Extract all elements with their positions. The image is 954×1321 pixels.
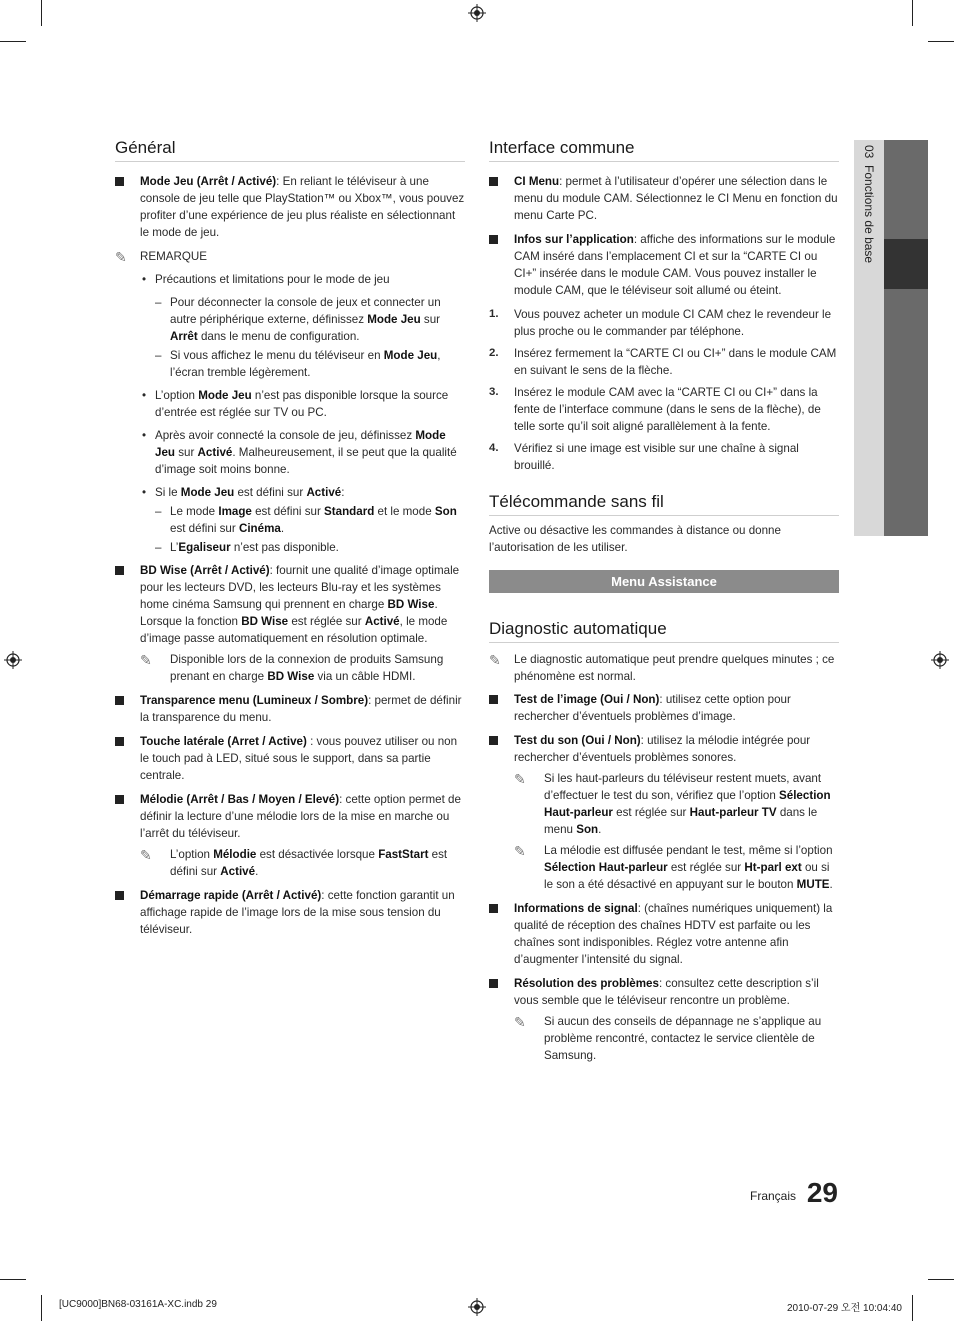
note-remarque: ✎ REMARQUE <box>115 249 207 265</box>
pencil-note-icon: ✎ <box>115 249 127 265</box>
section-title-diagnostic: Diagnostic automatique <box>489 619 839 643</box>
numbered-step: 1. Vous pouvez acheter un module CI CAM chez le revendeur le plus proche ou le commander par téléphone. <box>489 308 832 338</box>
square-bullet-icon <box>489 904 498 913</box>
crop-mark <box>41 0 42 26</box>
square-bullet-icon <box>489 695 498 704</box>
crop-mark <box>928 41 954 42</box>
menu-assistance-banner: Menu Assistance <box>489 570 839 593</box>
crop-mark <box>928 1279 954 1280</box>
crop-mark <box>0 1279 26 1280</box>
note-diagnostic: ✎ Le diagnostic automatique peut prendre quelques minutes ; ce phénomène est normal. <box>489 652 835 683</box>
section-title-interface-commune: Interface commune <box>489 138 839 162</box>
pencil-note-icon: ✎ <box>489 652 501 668</box>
crop-mark <box>912 1295 913 1321</box>
dash-item: – Si vous affichez le menu du téléviseur en Mode Jeu, l’écran tremble légèrement. <box>155 349 441 379</box>
pencil-note-icon: ✎ <box>514 1014 526 1030</box>
chapter-tab-strip <box>884 140 928 536</box>
numbered-step: 4. Vérifiez si une image est visible sur une chaîne à signal brouillé. <box>489 442 799 472</box>
square-bullet-icon <box>489 235 498 244</box>
note-test-son-2: ✎ La mélodie est diffusée pendant le test, même si l’option Sélection Haut-parleur est réglée sur Ht-parl ext ou si le son a été désactivé en appuyant sur le bouton MUTE. <box>514 843 833 891</box>
list-item-informations-signal: Informations de signal: (chaînes numériques uniquement) la qualité de réception des chaînes HDTV est parfaite ou les chaînes sont indisponibles. Réglez votre antenne afin d’augmenter l’intensité du signal. <box>489 900 839 968</box>
crop-mark <box>912 0 913 26</box>
section-title-telecommande: Télécommande sans fil <box>489 492 839 516</box>
bullet-item: • Après avoir connecté la console de jeu, définissez Mode Jeu sur Activé. Malheureusement, il se peut que la qualité d’image soit moins bonne. <box>142 429 457 476</box>
pencil-note-icon: ✎ <box>514 843 526 859</box>
list-item-transparence: Transparence menu (Lumineux / Sombre): permet de définir la transparence du menu. <box>115 692 465 726</box>
square-bullet-icon <box>115 566 124 575</box>
list-item-test-son: Test du son (Oui / Non): utilisez la mélodie intégrée pour rechercher d’éventuels problèmes sonores. <box>489 732 839 766</box>
telecommande-description: Active ou désactive les commandes à distance ou donne l’autorisation de les utiliser. <box>489 524 781 554</box>
footer-language: Français <box>750 1189 797 1203</box>
footer-date: 2010-07-29 오전 10:04:40 <box>787 1303 902 1314</box>
list-item-melodie: Mélodie (Arrêt / Bas / Moyen / Elevé): cette option permet de définir la lecture d’une mélodie lors de la mise en marche ou l’arrêt du téléviseur. <box>115 791 465 842</box>
numbered-step: 2. Insérez fermement la “CARTE CI ou CI+” dans le module CAM en suivant le sens de la flèche. <box>489 347 837 377</box>
square-bullet-icon <box>115 737 124 746</box>
chapter-tab-label: 03 Fonctions de base <box>862 145 876 264</box>
square-bullet-icon <box>115 891 124 900</box>
square-bullet-icon <box>115 177 124 186</box>
list-item-test-image: Test de l’image (Oui / Non): utilisez cette option pour rechercher d’éventuels problèmes d’image. <box>489 691 839 725</box>
list-item-bd-wise: BD Wise (Arrêt / Activé): fournit une qualité d’image optimale pour les lecteurs DVD, les lecteurs Blu-ray et les systèmes home cinéma Samsung qui prennent en charge BD Wise. Lorsque la fonction BD Wise est réglée sur Activé, le mode d’image passe automatiquement en résolution optimale. <box>115 562 465 647</box>
registration-mark-icon <box>931 651 949 669</box>
registration-mark-icon <box>468 1298 486 1316</box>
list-item-ci-menu: CI Menu: permet à l’utilisateur d’opérer une sélection dans le menu du module CAM. Sélectionnez le CI Menu en fonction du menu Carte PC. <box>489 173 839 224</box>
square-bullet-icon <box>115 696 124 705</box>
pencil-note-icon: ✎ <box>140 652 152 668</box>
registration-mark-icon <box>4 651 22 669</box>
registration-mark-icon <box>468 4 486 22</box>
note-melodie: ✎ L’option Mélodie est désactivée lorsque FastStart est défini sur Activé. <box>140 847 448 878</box>
pencil-note-icon: ✎ <box>140 847 152 863</box>
list-item-demarrage-rapide: Démarrage rapide (Arrêt / Activé): cette fonction garantit un affichage rapide de l’image lors de la mise sous tension du téléviseur. <box>115 887 465 938</box>
crop-mark <box>41 1295 42 1321</box>
note-bd-wise: ✎ Disponible lors de la connexion de produits Samsung prenant en charge BD Wise via un câble HDMI. <box>140 652 444 683</box>
square-bullet-icon <box>489 736 498 745</box>
right-column <box>489 138 839 1070</box>
bullet-item: • L’option Mode Jeu n’est pas disponible lorsque la source d’entrée est réglée sur TV ou PC. <box>142 389 449 419</box>
list-item-infos-application: Infos sur l’application: affiche des informations sur le module CAM inséré dans l’emplacement CI et sur la “CARTE CI ou CI+” insérée dans le module CAM. Vous pouvez installer le module CAM, que le téléviseur soit allumé ou éteint. <box>489 231 839 299</box>
dash-item: – L’Egaliseur n’est pas disponible. <box>155 541 339 554</box>
list-item-mode-jeu: Mode Jeu (Arrêt / Activé): En reliant le téléviseur à une console de jeu telle que PlayStation™ ou Xbox™, vous pouvez profiter d’une expérience de jeu plus réaliste en sélectionnant le mode de jeu. <box>115 173 465 241</box>
square-bullet-icon <box>115 795 124 804</box>
list-item-resolution-problemes: Résolution des problèmes: consultez cette description s’il vous semble que le téléviseur rencontre un problème. <box>489 975 839 1009</box>
pencil-note-icon: ✎ <box>514 771 526 787</box>
list-item-touche-laterale: Touche latérale (Arret / Active) : vous pouvez utiliser ou non le touch pad à LED, situé sous le support, dans sa partie centrale. <box>115 733 465 784</box>
dash-item: – Le mode Image est défini sur Standard et le mode Son est défini sur Cinéma. <box>155 505 457 535</box>
square-bullet-icon <box>489 177 498 186</box>
square-bullet-icon <box>489 979 498 988</box>
note-test-son-1: ✎ Si les haut-parleurs du téléviseur restent muets, avant d’effectuer le test du son, vérifiez que l’option Sélection Haut-parleur est réglée sur Haut-parleur TV dans le menu Son. <box>514 771 831 836</box>
chapter-tab-marker <box>884 239 928 289</box>
section-title-general: Général <box>115 138 465 162</box>
bullet-item: • Précautions et limitations pour le mode de jeu <box>142 273 390 286</box>
page-number: 29 <box>806 1177 838 1208</box>
dash-item: – Pour déconnecter la console de jeux et connecter un autre périphérique externe, définissez Mode Jeu sur Arrêt dans le menu de configuration. <box>155 296 441 343</box>
note-resolution: ✎ Si aucun des conseils de dépannage ne s’applique au problème rencontré, contactez le service clientèle de Samsung. <box>514 1014 822 1062</box>
footer-file-info: [UC9000]BN68-03161A-XC.indb 29 <box>59 1299 217 1310</box>
bullet-item: • Si le Mode Jeu est défini sur Activé: <box>142 486 345 499</box>
left-column <box>115 138 465 945</box>
numbered-step: 3. Insérez le module CAM avec la “CARTE CI ou CI+” dans la fente de l’interface commune (dans le sens de la flèche), de telle sorte qu’il soit aligné parallèlement à la fente. <box>489 386 821 433</box>
crop-mark <box>0 41 26 42</box>
